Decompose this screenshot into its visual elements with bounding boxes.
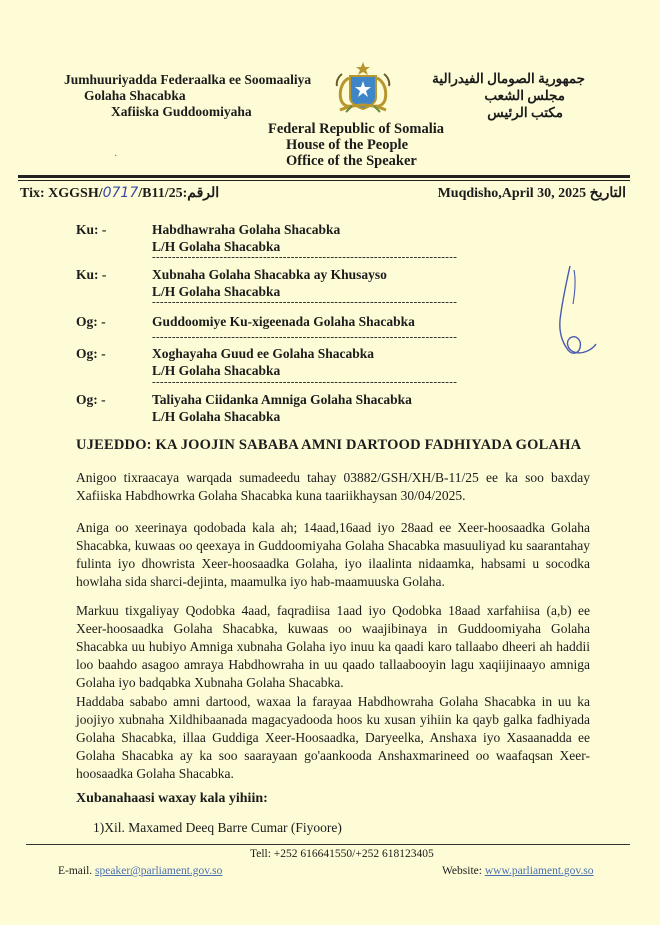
- reference-number: [20, 185, 219, 202]
- subject-line: UJEEDDO: KA JOOJIN SABABA AMNI DARTOOD FADHIYADA GOLAHA: [76, 437, 582, 453]
- members-heading: Xubanahaasi waxay kala yihiin:: [76, 791, 268, 806]
- recipient-location: L/H Golaha Shacabka: [152, 409, 281, 424]
- member-list-item: 1)Xil. Maxamed Deeq Barre Cumar (Fiyoore): [93, 820, 342, 835]
- body-paragraph: Aniga oo xeerinaya qodobada kala ah; 14aad,16aad iyo 28aad ee Xeer-hoosaadka Golaha Shacabka, kuwaas oo qeexaya in Guddoomiyaha Golaha Shacabka masuuliyad ku saarantahay fulinta iyo dhowrista Xeer-hoosaadka Golaha, iyo ilaalinta nidaamka, habsami u socodka howlaha sida sharci-dejinta, maamulka iyo hab-maamuuska Golaha.: [76, 520, 590, 589]
- letterhead-arabic-line: مكتب الرئيس: [487, 105, 563, 120]
- page-dot: ·: [114, 151, 118, 162]
- separator-line: -----------------------------------------------------------------------------: [152, 251, 458, 263]
- body-paragraph: Markuu tixgaliyay Qodobka 4aad, faqradiisa 1aad iyo Qodobka 18aad xarfahiisa (a,b) ee Xeer-hoosaadka Golaha Shacabka, kuwaas oo waajibinaya in Guddoomiyaha Golaha Shacabka uu hubiyo Amniga xubnaha Golaha iyo inuu ka qaadi karo tallaabo dheeri ah haddii loo baahdo asagoo amraya Habdhowraha in uu qaado tallaabooyin lagu xaqiijinaayo amniga Golaha iyo badqabka Xubnaha Golaha Shacabka.: [76, 603, 590, 690]
- recipient-label: Og: -: [76, 346, 106, 361]
- recipient-name: Habdhawraha Golaha Shacabka: [152, 222, 341, 237]
- letterhead-arabic: [432, 70, 585, 121]
- footer-email: [58, 865, 222, 877]
- recipient-label: Ku: -: [76, 222, 107, 237]
- letterhead-english-line: Office of the Speaker: [286, 153, 417, 169]
- recipient-name: Xoghayaha Guud ee Golaha Shacabka: [152, 346, 375, 361]
- separator-line: -----------------------------------------------------------------------------: [152, 331, 458, 343]
- reference-arabic-label: الرقم: [187, 186, 220, 201]
- letterhead-somali-line: Golaha Shacabka: [84, 88, 186, 103]
- email-link[interactable]: speaker@parliament.gov.so: [95, 865, 223, 877]
- date-text: Muqdisho,April 30, 2025: [437, 186, 587, 201]
- letterhead-english-line: Federal Republic of Somalia: [268, 121, 445, 137]
- recipient-location: L/H Golaha Shacabka: [152, 363, 281, 378]
- footer-website-label: Website:: [442, 865, 482, 877]
- letterhead-somali-line: Jumhuuriyadda Federaalka ee Soomaaliya: [64, 72, 312, 87]
- reference-suffix: /B11/25:: [138, 186, 188, 201]
- letterhead-somali-line: Xafiiska Guddoomiyaha: [111, 104, 252, 119]
- header-divider-thin: [18, 180, 630, 181]
- website-link[interactable]: www.parliament.gov.so: [484, 865, 594, 877]
- letterhead-english: [268, 121, 444, 169]
- recipient-name: Taliyaha Ciidanka Amniga Golaha Shacabka: [152, 392, 412, 407]
- header-divider: [18, 175, 630, 178]
- recipient-location: L/H Golaha Shacabka: [152, 239, 281, 254]
- body-paragraph: Haddaba sababo amni dartood, waxaa la farayaa Habdhowraha Golaha Shacabka in uu ka joojiyo xubnaha Xildhibaanada magacyadooda hoos ku xusan yihiin ka qayb galka fadhiyada Golaha Shacabka, illaa Guddiga Xeer-Hoosaadka, Daryeelka, Anshaxa iyo Xasaanadda ee Golaha Shacabka ay ka soo saarayaan go'aankooda Anshaxmarineed oo waafaqsan Xeer-hoosaadka Golaha Shacabka.: [76, 694, 590, 781]
- recipient-label: Og: -: [76, 392, 106, 407]
- recipient-label: Ku: -: [76, 267, 107, 282]
- letterhead-english-line: House of the People: [286, 137, 409, 153]
- date-arabic-label: التاريخ: [589, 186, 626, 201]
- separator-line: -----------------------------------------------------------------------------: [152, 296, 458, 308]
- recipient-location: L/H Golaha Shacabka: [152, 284, 281, 299]
- recipient-name: Guddoomiye Ku-xigeenada Golaha Shacabka: [152, 314, 415, 329]
- somalia-coat-of-arms-icon: [328, 60, 398, 116]
- reference-handwritten-number: 0717: [102, 185, 139, 201]
- footer-website: [442, 865, 594, 877]
- signature-icon: [548, 262, 608, 372]
- body-paragraph: Anigoo tixraacaya warqada sumadeedu tahay 03882/GSH/XH/B-11/25 ee ka soo baxday Xafiiska Habdhowrka Golaha Shacabka kuna taariikhaysan 30/04/2025.: [76, 470, 590, 503]
- reference-prefix: Tix: XGGSH/: [20, 186, 103, 201]
- letterhead-somali: [64, 72, 311, 120]
- recipient-name: Xubnaha Golaha Shacabka ay Khusayso: [152, 267, 387, 282]
- letterhead-arabic-line: جمهورية الصومال الفيدرالية: [432, 71, 585, 86]
- footer-telephone: Tell: +252 616641550/+252 618123405: [250, 848, 434, 860]
- letter-date: [438, 185, 626, 202]
- footer-divider: [26, 844, 630, 845]
- separator-line: -----------------------------------------------------------------------------: [152, 376, 458, 388]
- footer-email-label: E-mail.: [58, 865, 93, 877]
- letterhead-arabic-line: مجلس الشعب: [484, 88, 565, 103]
- recipient-label: Og: -: [76, 314, 106, 329]
